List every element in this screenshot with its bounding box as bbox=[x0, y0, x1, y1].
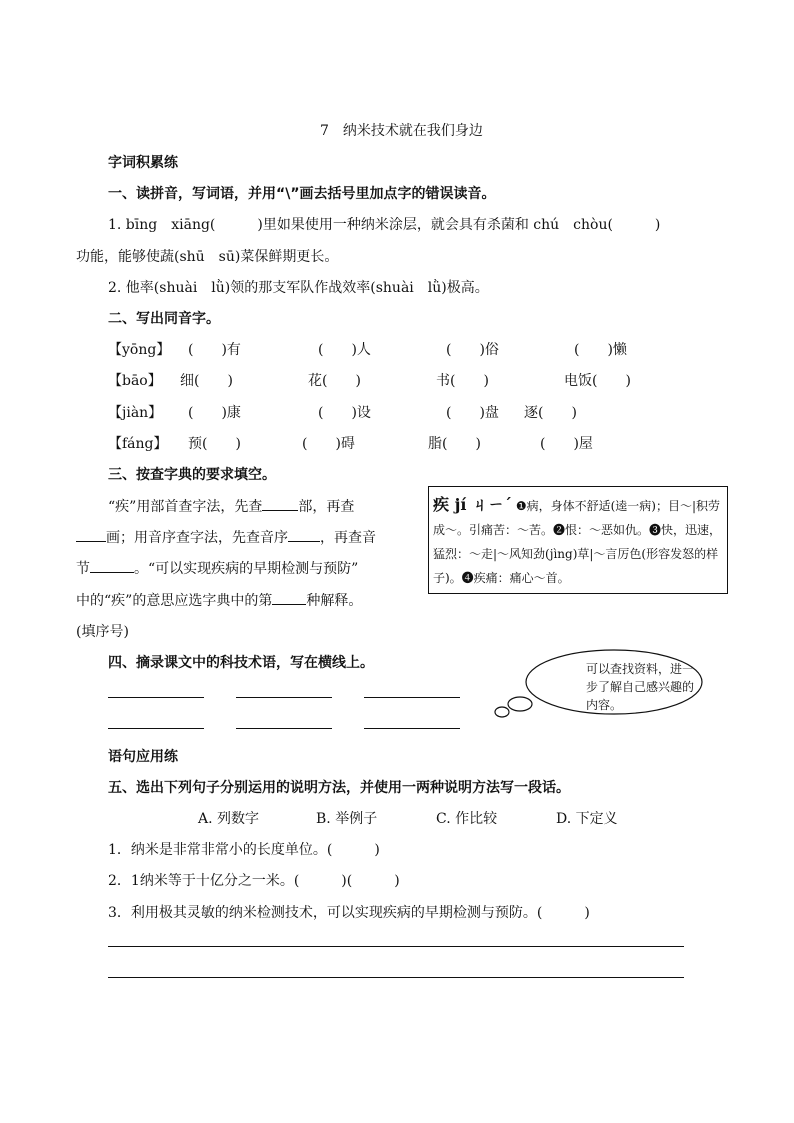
question-5-heading: 五、选出下列句子分别运用的说明方法，并使用一两种说明方法写一段话。 bbox=[108, 780, 570, 796]
writing-line[interactable] bbox=[108, 977, 684, 978]
question-1-line-1: 1. bīng xiāng( )里如果使用一种纳米涂层，就会具有杀菌和 chú chòu( ) bbox=[108, 217, 661, 233]
dictionary-entry-box bbox=[428, 486, 728, 594]
text-segment: 种解释。 bbox=[306, 593, 363, 609]
sentence-2: 2．1纳米等于十亿分之一米。( )( ) bbox=[108, 873, 400, 889]
question-3-line-4 bbox=[76, 590, 362, 610]
answer-line[interactable] bbox=[364, 728, 460, 729]
question-1-line-3: 2. 他率(shuài lǜ)领的那支军队作战效率(shuài lǜ)极高。 bbox=[108, 280, 489, 296]
dictionary-headword: 疾 jí ㄐㄧˊ bbox=[433, 495, 513, 514]
question-4-heading: 四、摘录课文中的科技术语，写在横线上。 bbox=[108, 655, 374, 671]
option-b: B. 举例子 bbox=[316, 811, 378, 827]
homophone-item: 电饭( ) bbox=[564, 373, 631, 389]
answer-line[interactable] bbox=[108, 728, 204, 729]
homophone-item: 书( ) bbox=[436, 373, 489, 389]
question-1-line-2: 功能，能够使蔬(shū sū)菜保鲜期更长。 bbox=[76, 249, 339, 265]
option-d: D. 下定义 bbox=[556, 811, 618, 827]
question-3-heading: 三、按查字典的要求填空。 bbox=[108, 467, 276, 483]
answer-blank[interactable] bbox=[272, 590, 306, 605]
section-heading-sentence: 语句应用练 bbox=[108, 749, 178, 765]
question-1-heading: 一、读拼音，写词语，并用“\”画去括号里加点字的错误读音。 bbox=[108, 186, 496, 202]
answer-line[interactable] bbox=[364, 697, 460, 698]
answer-blank[interactable] bbox=[76, 527, 106, 542]
homophone-row-label: 【fáng】 bbox=[108, 436, 168, 452]
text-segment: “疾”用部首查字法，先查 bbox=[108, 499, 263, 515]
page-title: 7 纳米技术就在我们身边 bbox=[320, 123, 483, 139]
tip-bubble-text: 可以查找资料，进一步了解自己感兴趣的内容。 bbox=[586, 662, 695, 712]
answer-line[interactable] bbox=[236, 697, 332, 698]
sentence-3: 3．利用极其灵敏的纳米检测技术，可以实现疾病的早期检测与预防。( ) bbox=[108, 905, 590, 921]
homophone-item: 花( ) bbox=[308, 373, 361, 389]
option-c: C. 作比较 bbox=[436, 811, 498, 827]
text-segment: 中的“疾”的意思应选字典中的第 bbox=[76, 593, 273, 609]
option-a: A. 列数字 bbox=[198, 811, 260, 827]
text-segment: 部，再查 bbox=[298, 499, 355, 515]
text-segment: 画；用音序查字法，先查音序 bbox=[106, 530, 288, 546]
sentence-1: 1．纳米是非常非常小的长度单位。( ) bbox=[108, 842, 380, 858]
homophone-item: 逐( ) bbox=[524, 405, 577, 421]
answer-blank[interactable] bbox=[90, 558, 134, 573]
question-3-line-3 bbox=[76, 558, 358, 578]
homophone-item: ( )有 bbox=[188, 342, 241, 358]
homophone-item: ( )盘 bbox=[446, 405, 499, 421]
section-heading-vocabulary: 字词积累练 bbox=[108, 155, 178, 171]
homophone-row-label: 【bāo】 bbox=[108, 373, 162, 389]
homophone-item: ( )人 bbox=[318, 342, 371, 358]
writing-line[interactable] bbox=[108, 946, 684, 947]
homophone-item: ( )屋 bbox=[540, 436, 593, 452]
answer-line[interactable] bbox=[236, 728, 332, 729]
question-2-heading: 二、写出同音字。 bbox=[108, 311, 220, 327]
answer-blank[interactable] bbox=[262, 496, 298, 511]
text-segment: ，再查音 bbox=[320, 530, 376, 546]
homophone-item: ( )懒 bbox=[574, 342, 627, 358]
question-3-line-5: (填序号) bbox=[76, 624, 129, 640]
homophone-item: ( )康 bbox=[188, 405, 241, 421]
homophone-item: ( )设 bbox=[318, 405, 371, 421]
homophone-item: ( )俗 bbox=[446, 342, 499, 358]
homophone-row-label: 【yōng】 bbox=[108, 342, 171, 358]
question-3-line-2 bbox=[76, 527, 376, 547]
answer-line[interactable] bbox=[108, 697, 204, 698]
homophone-item: 细( ) bbox=[180, 373, 233, 389]
dictionary-definition: ❶病，身体不舒适(逵一病)；目～|积劳成～。引痛苦：～苦。❷恨：～恶如仇。❸快，迅速，猛烈：～走|～风知劲(jìng)草|～言厉色(形容发怒的样子)。❹疾痛：痛心～首。 bbox=[433, 499, 722, 585]
homophone-item: 预( ) bbox=[188, 436, 241, 452]
text-segment: 节 bbox=[76, 561, 90, 577]
homophone-item: ( )碍 bbox=[302, 436, 355, 452]
text-segment: 。“可以实现疾病的早期检测与预防” bbox=[134, 561, 359, 577]
answer-blank[interactable] bbox=[288, 527, 320, 542]
homophone-row-label: 【jiàn】 bbox=[108, 405, 163, 421]
question-3-line-1 bbox=[108, 496, 354, 516]
homophone-item: 脂( ) bbox=[428, 436, 481, 452]
